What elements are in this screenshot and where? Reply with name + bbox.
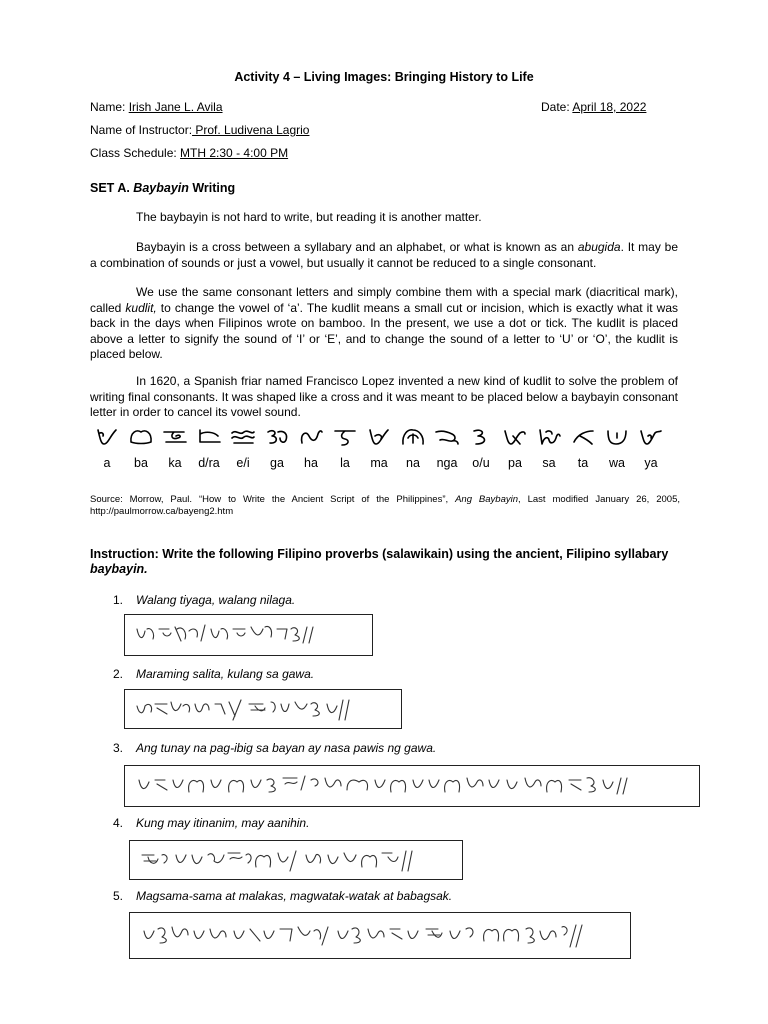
paragraph-2-text-b: . It may be a combination of sounds or just a vowel, but usually it cannot be reduced to a single consonant.	[90, 240, 679, 270]
syllable-label: ya	[644, 456, 658, 470]
syllable-label: wa	[609, 456, 625, 470]
proverb-number: 4.	[113, 816, 124, 830]
syllable-label: ta	[577, 456, 589, 470]
set-a-italic: Baybayin	[133, 181, 189, 195]
syllable-label: na	[406, 456, 420, 470]
syllable-label: ha	[304, 456, 318, 470]
syllable-label: nga	[436, 456, 458, 470]
proverb-text: Ang tunay na pag-ibig sa bayan ay nasa pawis ng gawa.	[136, 741, 437, 755]
baybayin-a-glyph	[90, 424, 124, 450]
handwritten-baybayin-1	[125, 615, 372, 655]
baybayin-ba-glyph	[124, 424, 158, 450]
answer-box-5	[129, 912, 631, 959]
paragraph-3-text-a: We use the same consonant letters and simply combine them with a special mark (diacritical mark), called	[90, 285, 678, 315]
instructor-label: Name of Instructor:	[90, 123, 193, 137]
handwritten-baybayin-3	[125, 766, 699, 806]
baybayin-syllable-labels	[90, 456, 680, 472]
syllable-label: e/i	[236, 456, 250, 470]
answer-box-2	[124, 689, 402, 729]
syllable-label: o/u	[472, 456, 490, 470]
baybayin-pa-glyph	[498, 424, 532, 450]
instruction-text: Instruction: Write the following Filipino proverbs (salawikain) using the ancient, Filipino syllabary	[90, 547, 669, 561]
student-name-line	[90, 100, 223, 114]
proverb-number: 3.	[113, 741, 124, 755]
paragraph-2-text-a: Baybayin is a cross between a syllabary and an alphabet, or what is known as an	[136, 240, 578, 254]
baybayin-ya-glyph	[634, 424, 668, 450]
proverb-number: 2.	[113, 667, 124, 681]
proverb-text: Maraming salita, kulang sa gawa.	[136, 667, 315, 681]
handwritten-baybayin-2	[125, 690, 401, 728]
proverb-3	[113, 741, 436, 755]
source-italic: Ang Baybayin	[455, 494, 519, 505]
baybayin-ga-glyph	[260, 424, 294, 450]
date-value: April 18, 2022	[572, 100, 647, 114]
baybayin-na-glyph	[396, 424, 430, 450]
syllable-label: la	[340, 456, 350, 470]
instruction-italic: baybayin.	[90, 562, 148, 576]
baybayin-nga-glyph	[430, 424, 464, 450]
set-a-prefix: SET A.	[90, 181, 134, 195]
syllable-label: d/ra	[198, 456, 220, 470]
syllable-label: a	[103, 456, 111, 470]
baybayin-glyph-row	[90, 424, 680, 450]
syllable-label: ga	[270, 456, 284, 470]
paragraph-1: The baybayin is not hard to write, but reading it is another matter.	[136, 210, 482, 224]
instruction	[90, 547, 690, 577]
proverb-5	[113, 889, 452, 903]
set-a-suffix: Writing	[188, 181, 236, 195]
schedule-label: Class Schedule:	[90, 146, 181, 160]
syllable-label: pa	[508, 456, 522, 470]
syllable-label: sa	[542, 456, 556, 470]
date-label: Date:	[541, 100, 573, 114]
proverb-text: Kung may itinanim, may aanihin.	[136, 816, 310, 830]
proverb-1	[113, 593, 295, 607]
proverb-number: 5.	[113, 889, 124, 903]
name-label: Name:	[90, 100, 129, 114]
paragraph-3-text-b: to change the vowel of ‘a’. The kudlit means a small cut or incision, which is exactly what it was back in the days when Filipinos wrote on bamboo. In the present, we use a dot or tick. The kudlit is placed above a letter to signify the sound of ‘I’ or ‘E’, and to change the sound of a letter to ‘U’ or ‘O’, the kudlit is placed below.	[90, 300, 678, 361]
schedule-value: MTH 2:30 - 4:00 PM	[180, 146, 289, 160]
answer-box-4	[129, 840, 463, 880]
baybayin-ka-glyph	[158, 424, 192, 450]
instructor-name: Prof. Ludivena Lagrio	[192, 123, 310, 137]
proverb-text: Magsama-sama at malakas, magwatak-watak at babagsak.	[136, 889, 453, 903]
schedule-line	[90, 146, 288, 160]
student-name: Irish Jane L. Avila	[128, 100, 223, 114]
source-citation	[90, 494, 680, 518]
baybayin-ou-glyph	[464, 424, 498, 450]
answer-box-1	[124, 614, 373, 656]
source-text-b: , Last modified January 26, 2005, http://paulmorrow.ca/bayeng2.htm	[90, 494, 680, 517]
date-line	[541, 100, 646, 114]
proverb-4	[113, 816, 309, 830]
baybayin-la-glyph	[328, 424, 362, 450]
baybayin-ta-glyph	[566, 424, 600, 450]
paragraph-4: In 1620, a Spanish friar named Francisco Lopez invented a new kind of kudlit to solve the problem of writing final consonants. It was shaped like a cross and it was meant to be placed below a baybayin consonant letter in order to cancel its vowel sound.	[90, 374, 678, 419]
proverb-2	[113, 667, 314, 681]
syllable-label: ba	[134, 456, 148, 470]
baybayin-dra-glyph	[192, 424, 226, 450]
syllable-label: ka	[168, 456, 182, 470]
answer-box-3	[124, 765, 700, 807]
source-text-a: Source: Morrow, Paul. “How to Write the Ancient Script of the Philippines”,	[90, 494, 456, 505]
handwritten-baybayin-4	[130, 841, 462, 879]
proverb-text: Walang tiyaga, walang nilaga.	[136, 593, 296, 607]
paragraph-3	[90, 285, 678, 363]
baybayin-sa-glyph	[532, 424, 566, 450]
syllable-label: ma	[370, 456, 388, 470]
paragraph-2	[90, 240, 678, 271]
baybayin-ma-glyph	[362, 424, 396, 450]
baybayin-wa-glyph	[600, 424, 634, 450]
abugida-term: abugida	[577, 240, 621, 254]
baybayin-ha-glyph	[294, 424, 328, 450]
kudlit-term: kudlit,	[125, 300, 157, 315]
instructor-line	[90, 123, 309, 137]
baybayin-ei-glyph	[226, 424, 260, 450]
handwritten-baybayin-5	[130, 913, 630, 958]
activity-title: Activity 4 – Living Images: Bringing History to Life	[234, 70, 534, 84]
set-a-heading	[90, 181, 235, 195]
proverb-number: 1.	[113, 593, 124, 607]
